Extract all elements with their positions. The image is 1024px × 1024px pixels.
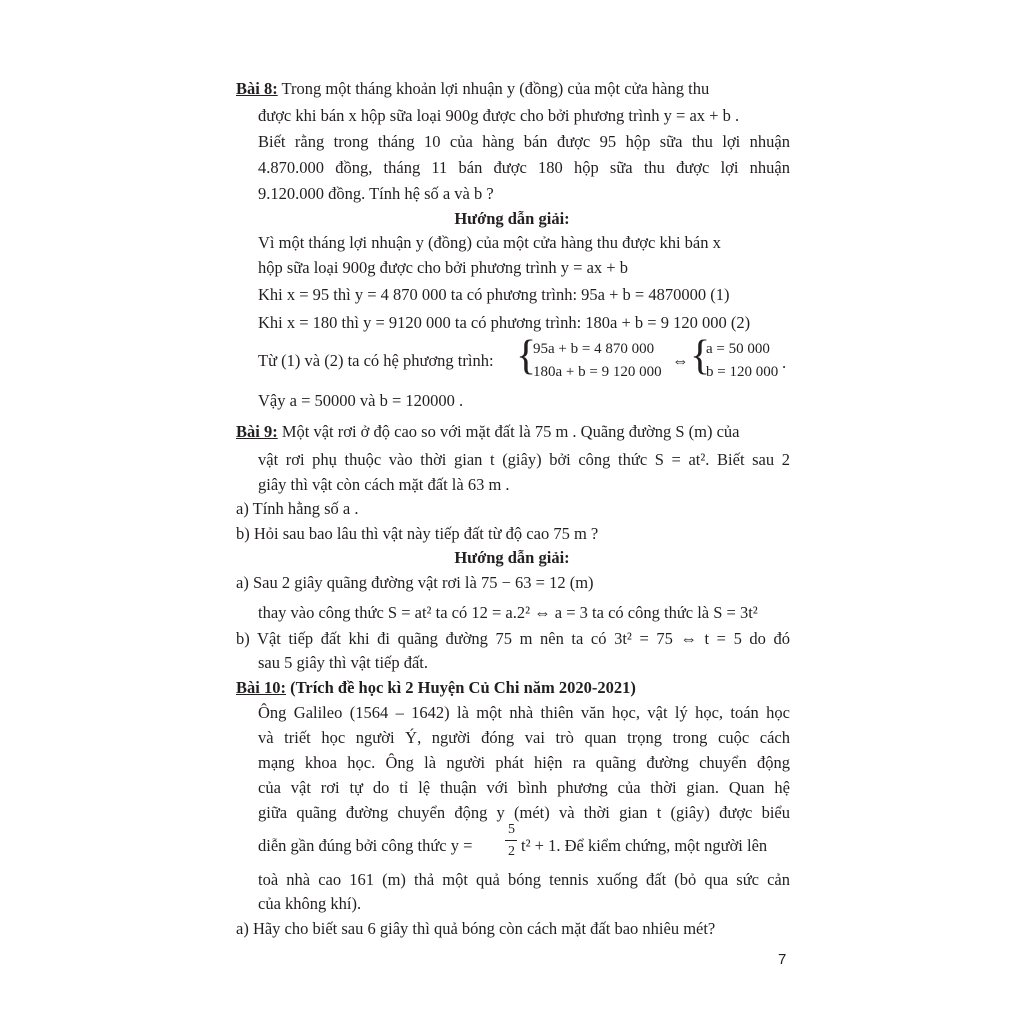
fraction-denominator: 2 xyxy=(508,844,515,859)
problem-8-label: Bài 8: xyxy=(236,79,278,98)
system-period: . xyxy=(782,353,787,372)
problem-10-source: (Trích đề học kì 2 Huyện Củ Chi năm 2020-2021) xyxy=(285,678,636,697)
equivalence-symbol: ⇔ xyxy=(672,351,689,370)
problem-9-question-a: a) Tính hằng số a . xyxy=(236,499,359,518)
fraction-numerator: 5 xyxy=(508,822,515,837)
problem-8-line-2: được khi bán x hộp sữa loại 900g được cho bởi phương trình y = ax + b . xyxy=(258,106,740,125)
problem-10-formula-lead: diễn gần đúng bởi công thức y = xyxy=(258,836,473,855)
problem-10-formula-tail: t² + 1. Để kiểm chứng, một người lên xyxy=(521,836,768,855)
system-equation-2: 180a + b = 9 120 000 xyxy=(533,364,662,380)
problem-10-line-8: của không khí). xyxy=(258,894,362,913)
problem-9-solution-a-2: thay vào công thức S = at² ta có 12 = a.2² ⇔ a = 3 ta có công thức là S = 3t² xyxy=(258,603,758,622)
problem-9-line-1 xyxy=(236,421,740,443)
problem-10-line-5: giữa quãng đường chuyển động y (mét) và thời gian t (giây) được biểu xyxy=(258,803,790,822)
problem-9-text: Một vật rơi ở độ cao so với mặt đất là 75 m . Quãng đường S (m) của xyxy=(281,422,740,441)
problem-10-label: Bài 10: xyxy=(236,678,286,697)
problem-10-line-7: toà nhà cao 161 (m) thả một quả bóng tennis xuống đất (bỏ qua sức cản xyxy=(258,870,790,889)
problem-8-solution-line-2: hộp sữa loại 900g được cho bởi phương trình y = ax + b xyxy=(258,258,628,277)
problem-10-heading xyxy=(236,677,636,699)
problem-10-line-1: Ông Galileo (1564 – 1642) là một nhà thiên văn học, vật lý học, toán học xyxy=(258,703,790,722)
system-equation-1: 95a + b = 4 870 000 xyxy=(533,341,655,357)
problem-9-line-2: vật rơi phụ thuộc vào thời gian t (giây) bởi công thức S = at². Biết sau 2 xyxy=(258,450,790,469)
problem-8-line-4: 4.870.000 đồng, tháng 11 bán được 180 hộp sữa thu được lợi nhuận xyxy=(258,158,790,177)
problem-8-solution-line-3: Khi x = 95 thì y = 4 870 000 ta có phương trình: 95a + b = 4870000 (1) xyxy=(258,285,730,304)
problem-9-solution-b-2: sau 5 giây thì vật tiếp đất. xyxy=(258,653,429,672)
problem-9-solution-b: b) Vật tiếp đất khi đi quãng đường 75 m nên ta có 3t² = 75 ⇔ t = 5 do đó xyxy=(236,629,790,648)
problem-9-label: Bài 9: xyxy=(236,422,278,441)
system-brace-right: { xyxy=(690,333,711,379)
problem-8-text: Trong một tháng khoản lợi nhuận y (đồng) của một cửa hàng thu xyxy=(281,79,710,98)
problem-10-question-a: a) Hãy cho biết sau 6 giây thì quả bóng còn cách mặt đất bao nhiêu mét? xyxy=(236,919,716,938)
problem-10-line-2: và triết học người Ý, người đóng vai trò quan trọng trong cuộc cách xyxy=(258,728,790,747)
problem-8-solution-line-5: Từ (1) và (2) ta có hệ phương trình: xyxy=(258,351,494,370)
problem-9-line-3: giây thì vật còn cách mặt đất là 63 m . xyxy=(258,475,510,494)
problem-8-line-3: Biết rằng trong tháng 10 của hàng bán được 95 hộp sữa thu lợi nhuận xyxy=(258,132,790,151)
problem-10-line-3: mạng khoa học. Ông là người phát hiện ra quãng đường chuyển động xyxy=(258,753,790,772)
system-solution-2: b = 120 000 xyxy=(706,364,779,380)
problem-8-solution-heading: Hướng dẫn giải: xyxy=(454,209,570,228)
problem-8-conclusion: Vậy a = 50000 và b = 120000 . xyxy=(258,391,464,410)
problem-10-line-4: của vật rơi tự do tỉ lệ thuận với bình phương của thời gian. Quan hệ xyxy=(258,778,790,797)
problem-9-solution-a: a) Sau 2 giây quãng đường vật rơi là 75 − 63 = 12 (m) xyxy=(236,573,594,592)
page-number: 7 xyxy=(778,951,787,968)
problem-9-solution-heading: Hướng dẫn giải: xyxy=(454,548,570,567)
system-solution-1: a = 50 000 xyxy=(706,341,770,357)
problem-8-solution-line-4: Khi x = 180 thì y = 9120 000 ta có phương trình: 180a + b = 9 120 000 (2) xyxy=(258,313,751,332)
problem-8-line-5: 9.120.000 đồng. Tính hệ số a và b ? xyxy=(258,184,494,203)
fraction-bar xyxy=(505,840,517,841)
problem-9-question-b: b) Hỏi sau bao lâu thì vật này tiếp đất từ độ cao 75 m ? xyxy=(236,524,599,543)
system-brace-left: { xyxy=(516,333,537,379)
problem-8-line-1 xyxy=(236,78,790,100)
problem-8-solution-line-1: Vì một tháng lợi nhuận y (đồng) của một cửa hàng thu được khi bán x xyxy=(258,233,721,252)
